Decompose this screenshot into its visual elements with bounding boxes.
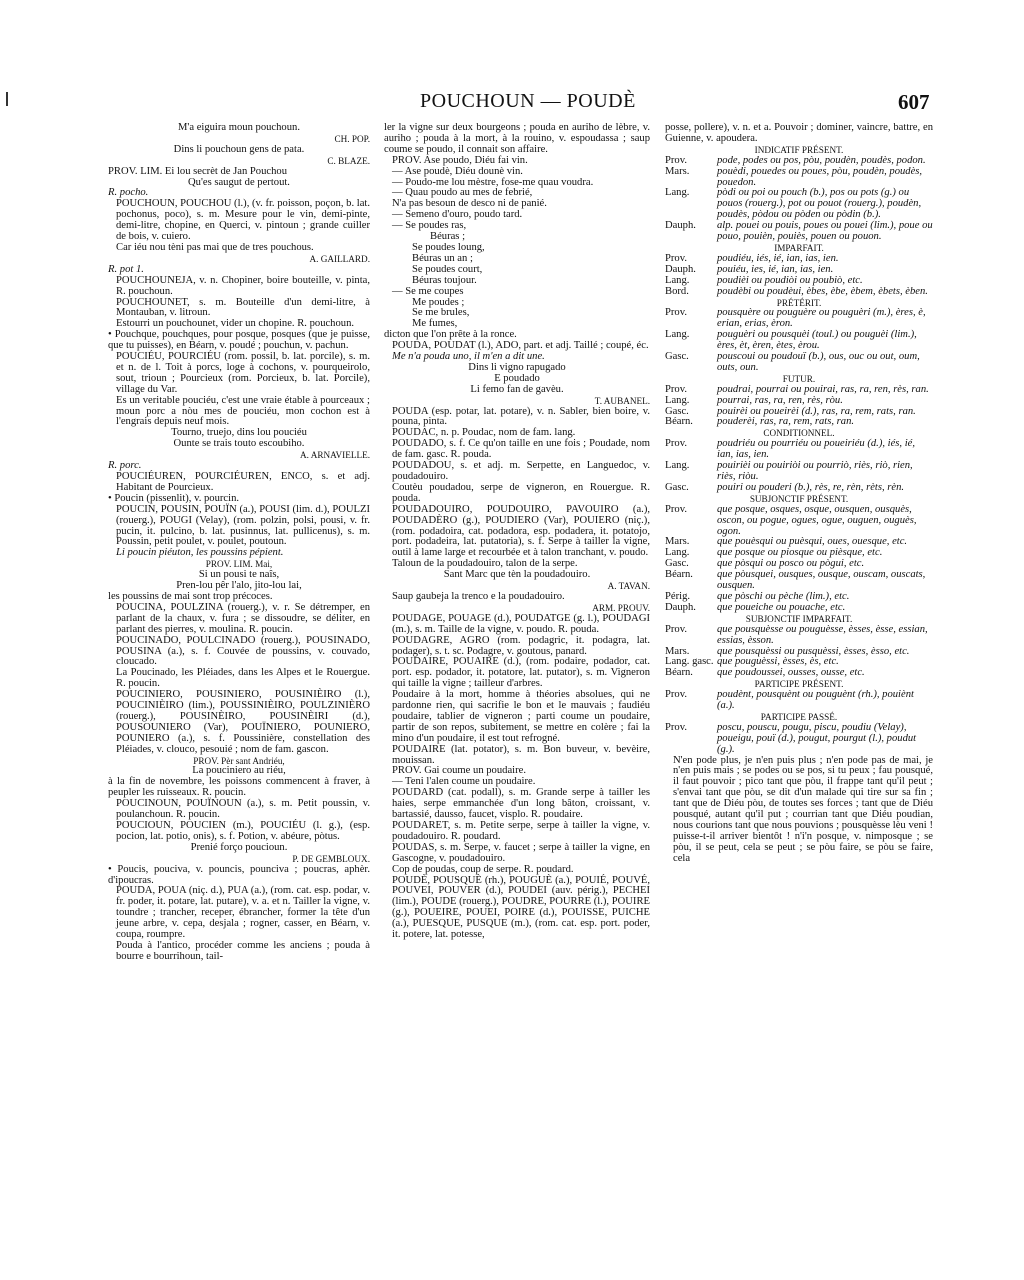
entry-line: A. GAILLARD.: [309, 253, 370, 264]
conjugation-forms: que poueiche ou pouache, etc.: [717, 601, 846, 613]
entry-line: La Poucinado, les Pléiades, dans les Alpes et le Rouergue. R. poucin.: [116, 667, 370, 690]
entry-line: PROV. Pèr sant Andriéu,: [193, 755, 285, 766]
conjugation-row: [665, 603, 933, 614]
entry-line: dicton que l'on prête à la ronce.: [384, 329, 517, 341]
entry-line: POUCIN, POUSIN, POUÏN (a.), POUSI (lim. d.), POULZI (rouerg.), POUGI (Velay), (rom. polzin, polsi, pousi, v. fr. pucin, it. pulcino, b. lat. pusinnus, lat. pullicenus), s. m. Poussin, petit poulet, v. poulet, poutoun.: [116, 503, 370, 548]
entry-line: — Poudo-me lou mèstre, fose-me quau voudra.: [392, 176, 594, 188]
entry-line: POUCHOUNEJA, v. n. Chopiner, boire bouteille, v. pinta, R. pouchoun.: [116, 274, 370, 297]
conjugation-forms: que poudoussei, ousses, ousse, etc.: [717, 667, 865, 679]
entry-line: M'a eiguira moun pouchoun.: [178, 122, 300, 133]
conjugation-heading: FUTUR.: [782, 373, 816, 384]
entry-line: • Poucis, pouciva, v. pouncis, pounciva ; poucras, aphèr. d'ipoucras.: [108, 863, 370, 886]
dialect-label: Gasc.: [665, 558, 689, 570]
dialect-label: Prov.: [665, 438, 687, 450]
conjugation-row: [665, 439, 933, 461]
entry-line: POUCHOUN, POUCHOU (l.), (v. fr. poisson, poçon, b. lat. pochonus, poco), s. m. Mesure pour le vin, demi-pinte, demi-litre, chopine, en Querci, v. pintoun ; grande cuiller de bois, v. cuiero.: [116, 198, 370, 243]
entry-line: CH. POP.: [334, 133, 370, 144]
conjugation-heading: CONDITIONNEL.: [763, 428, 835, 439]
dialect-label: Prov.: [665, 252, 687, 264]
conjugation-row: [665, 156, 933, 167]
entry-line: ler la vigne sur deux bourgeons ; pouda en auriho de lèbre, v. auriho ; pouda à la mort, à la rouino, v. espoudassa ; saup coume se poudo, il connait son affaire.: [384, 122, 650, 155]
conjugation-row: [665, 505, 933, 538]
conjugation-forms: que pousquèsse ou pouguèsse, èsses, èsse, essian, essias, èsson.: [717, 623, 928, 646]
entry-line: Se poudes court,: [412, 263, 483, 275]
entry-line: Li femo fan de gavèu.: [470, 383, 564, 395]
entry-line: Me fumes,: [412, 318, 458, 330]
running-title: POUCHOUN — POUDÈ: [420, 90, 636, 112]
conjugation-forms: poudrai, pourrai ou pouirai, ras, ra, ren, rès, ran.: [717, 383, 929, 395]
conjugation-heading: PARTICIPE PASSÉ.: [760, 711, 838, 722]
dialect-label: Lang. gasc.: [665, 656, 714, 668]
conjugation-forms: que pòschi ou pèche (lim.), etc.: [717, 590, 850, 602]
dialect-label: Lang.: [665, 187, 690, 199]
dialect-label: Prov.: [665, 623, 687, 635]
dialect-label: Gasc.: [665, 481, 689, 493]
entry-line: N'en pode plus, je n'en puis plus ; n'en pode pas de mai, je n'en puis mais ; se podes ou se pos, si tu peux ; fau pousqué, il faut pouvoir ; pico tant que pòu, il frappe tant qu'il peut ; s'envai tant que pòu, se dit d'un malade qui tire sur sa fin ; tant que de Diéu pòu, de toutes ses forces ; tant que de Diéu pousqué, autant qu'il put ; courrian tant que Diéu poudian, nous courions tant que nous pouvions ; pousquèsse lèu veni ! puisse-t-il arriver bientôt ! n'i'n posque, v. nimposque ; se pòu, il se peut, cela se peut ; se pòu faire, se pòu se faire, cela: [673, 754, 933, 864]
conjugation-row: [665, 330, 933, 352]
dialect-label: Dauph.: [665, 601, 696, 613]
conjugation-row: [665, 276, 933, 287]
conjugation-forms: pòdi ou poi ou pouch (b.), pos ou pots (g.) ou pouos (rouerg.), pot ou pouot (rouerg.), poudèn, poudès, pòdou ou pòden ou pòdin (b.).: [717, 187, 922, 221]
conjugation-forms: que posque, osques, osque, ousquen, ousquès, oscon, ou pogue, ogues, ogue, ouguen, ouguès, ogon.: [717, 503, 917, 537]
dialect-label: Dauph.: [665, 263, 696, 275]
conjugation-forms: pouiri ou pouderi (b.), rès, re, rèn, rèts, rèn.: [717, 481, 905, 493]
entry-line: Pren-lou pêr l'alo, jito-lou lai,: [176, 580, 302, 592]
entry-line: Si un pousi te naîs,: [198, 569, 280, 581]
verb-entry-usage: [665, 756, 933, 865]
entry-line: POUDAS, s. m. Serpe, v. faucet ; serpe à tailler la vigne, en Gascogne, v. poudadouiro.: [392, 841, 650, 864]
dialect-label: Prov.: [665, 383, 687, 395]
entry-line: Taloun de la poudadouiro, talon de la serpe.: [392, 558, 578, 570]
dialect-label: Lang.: [665, 460, 690, 472]
entry-line: POUDADO, s. f. Ce qu'on taille en une fois ; Poudade, nom de fam. gasc. R. pouda.: [392, 438, 650, 461]
conjugation-row: [665, 570, 933, 592]
entry-line: Se poudes loung,: [412, 241, 485, 253]
dialect-label: Mars.: [665, 165, 690, 177]
entry-line: Coutèu poudadou, serpe de vigneron, en Rouergue. R. pouda.: [392, 481, 650, 504]
entry-line: POUDA (esp. potar, lat. potare), v. n. Sabler, bien boire, v. pouna, pinta.: [392, 405, 650, 428]
entry-line: à la fin de novembre, les poissons commencent à fraver, à peupler les ruisseaux. R. poucin.: [108, 776, 370, 799]
conjugation-forms: alp. pouei ou pouis, poues ou pouei (lim.), poue ou pouo, pouièn, pouiès, pouen ou pouon.: [717, 220, 933, 243]
conjugation-forms: que posque ou piosque ou pièsque, etc.: [717, 547, 883, 559]
conjugation-row: [665, 461, 933, 483]
dialect-label: Lang.: [665, 547, 690, 559]
entry-line: — Se me coupes: [392, 285, 464, 297]
conjugation-forms: que pouguèssi, èsses, ès, etc.: [717, 656, 839, 668]
entry-line: Li poucin piéuton, les poussins pépient.: [116, 547, 284, 559]
entry-line: POUDADOUIRO, POUDOUIRO, PAVOUIRO (a.), POUDADÈRO (g.), POUDIERO (Var), POUIERO (niç.), (rom. podadoira, cat. podadora, esp. podadera, it. potatojo, port. podadeira, lat. putatoria), s. f. Serpe à tailler la vigne, outil à lame large et recourbée et à talon tranchant, v. poudo.: [392, 503, 650, 559]
entry-line: Me n'a pouda uno, il m'en a dit une.: [392, 351, 545, 363]
conjugation-forms: pouderèi, ras, ra, rem, rats, ran.: [717, 416, 855, 428]
conjugation-row: [665, 723, 933, 756]
entry-line: POUDAC, n. p. Poudac, nom de fam. lang.: [392, 427, 576, 439]
dialect-label: Prov.: [665, 689, 687, 701]
entry-line: Car iéu nou tèni pas mai que de tres pouchous.: [116, 241, 314, 253]
entry-line: POUDÈ, POUSQUÈ (rh.), POUGUÈ (a.), POUIÉ, POUVÉ, POUVEI, POUVER (d.), POUDEI (auv. périg.), PECHEI (lim.), POUDE (rouerg.), POUDRE, POURRE (l.), POUIRE (g.), POUEIRE, POUEI, POIRE (d.), POUISSE, PUICHE (a.), PUESQUE, PUSQUE (m.), (rom. cat. esp. port. poder, it. potere, lat. potesse,: [392, 874, 650, 941]
conjugation-forms: pouirièi ou pouiriòi ou pourriò, riès, riò, rien, riès, riòu.: [717, 460, 913, 482]
entry-line: POUCIOUN, POUCIEN (m.), POUCIÉU (l. g.), (esp. pocion, lat. potio, onis), s. f. Potion, v. abéure, pòtus.: [116, 820, 370, 842]
entry-line: Béuras un an ;: [412, 252, 473, 264]
entry-line: R. pot 1.: [108, 263, 144, 275]
entry-line: Tourno, truejo, dins lou pouciéu: [171, 427, 307, 439]
conjugation-row: [665, 668, 933, 679]
page-number: 607: [898, 90, 930, 114]
conjugation-forms: pouirèi ou poueirèi (d.), ras, ra, rem, rats, ran.: [717, 405, 916, 417]
dialect-label: Gasc.: [665, 405, 689, 417]
conjugation-row: [665, 690, 933, 712]
entry-line: — Se poudes ras,: [392, 220, 467, 232]
entry-line: POUDA, POUDAT (l.), ADO, part. et adj. Taillé ; coupé, éc.: [392, 340, 649, 352]
entry-line: les poussins de mai sont trop précoces.: [108, 590, 273, 602]
conjugation-heading: SUBJONCTIF IMPARFAIT.: [745, 613, 853, 624]
conjugation-row: [665, 167, 933, 189]
conjugation-forms: poudènt, pousquènt ou pouguènt (rh.), pouiènt (a.).: [717, 689, 914, 712]
entry-line: • Pouchque, pouchques, pour posque, posques (que je puisse, que tu puisses), en Béarn, v. poudé ; pouchun, v. pachun.: [108, 329, 370, 352]
entry-line: POUCIÉU, POURCIÉU (rom. possil, b. lat. porcile), s. m. et n. de l. Toit à porcs, loge à cochons, v. pourqueirolo, sout, trioun ; Pourcieux (rom. Porcieux, b. lat. Porcile), village du Var.: [116, 351, 370, 395]
entry-line: POUDAIRE (lat. potator), s. m. Bon buveur, v. bevèire, mouissan.: [392, 743, 650, 766]
entry-line: POUCINIERO, POUSINIERO, POUSINIÈIRO (l.), POUCINIÈIRO (lim.), POUSSINIÈIRO, POULZINIÈRO (rouerg.), POUSINÈIRO, POUSINÈIRI (d.), POUSOUNIERO (Var), POUÏNIERO, POUNIERO, POUNIERO (a.), s. f. Poussinière, constellation des Pléiades, v. clouco, pesouié ; nom de fam. gascon.: [116, 689, 370, 755]
entry-line: P. DE GEMBLOUX.: [292, 853, 370, 864]
conjugation-row: [665, 287, 933, 298]
dialect-label: Dauph.: [665, 220, 696, 232]
entry-line: — Ase poudè, Diéu dounè vin.: [392, 165, 523, 177]
entry-line: — Teni l'alen coume un poudaire.: [392, 776, 536, 788]
entry-line: POUCINA, POULZINA (rouerg.), v. r. Se détremper, en parlant de la chaux, v. fura ; se dissoudre, se déliter, en parlant des pierres, v. moulina. R. poucin.: [116, 601, 370, 635]
entry-line: R. pocho.: [108, 187, 149, 199]
entry-line: Me poudes ;: [412, 296, 465, 308]
page-header: [0, 90, 1024, 118]
entry-line: Prenié forço poucioun.: [190, 841, 288, 853]
entry-line: POUDAIRE, POUAIRE (d.), (rom. podaire, podador, cat. port. esp. podador, it. potatore, lat. putator), s. m. Vigneron qui taille la vigne ; tailleur d'arbres.: [392, 656, 650, 690]
entry-line: Poudaire à la mort, homme à théories absolues, qui ne pardonne rien, qui sacrifie le bon et le mauvais ; faudiéu poudaire, tablier de vigneron ; parti coume un poudaire, partir de son repos, subitement, se mettre en colère ; fai la mino d'un poudaire, il est tout refrogné.: [392, 689, 650, 744]
entry-line: PROV. LIM. Mai,: [205, 559, 273, 570]
dialect-label: Gasc.: [665, 351, 689, 363]
entry-line: Estourri un pouchounet, vider un chopine. R. pouchoun.: [116, 318, 355, 330]
entry-line: — Semeno d'ouro, poudo tard.: [392, 209, 523, 221]
conjugation-forms: pourrai, ras, ra, ren, rès, ròu.: [717, 394, 843, 406]
dialect-label: Prov.: [665, 503, 687, 515]
conjugation-forms: que pousquèssi ou pusquèssi, èsses, èsso, etc.: [717, 645, 910, 657]
entry-line: Se me brules,: [412, 307, 470, 319]
dialect-label: Mars.: [665, 536, 690, 548]
entry-line: Sant Marc que tèn la poudadouiro.: [443, 569, 591, 581]
conjugation-heading: IMPARFAIT.: [774, 242, 824, 253]
conjugation-forms: que pòsqui ou posco ou pògui, etc.: [717, 558, 865, 570]
conjugation-row: [665, 483, 933, 494]
entry-line: — Quau poudo au mes de febrié,: [392, 187, 533, 199]
dialect-label: Béarn.: [665, 569, 693, 581]
entry-line: A. TAVAN.: [607, 581, 650, 592]
entry-line: Ounte se trais touto escoubiho.: [173, 438, 305, 450]
entry-line: PROV. LIM. Ei lou secrèt de Jan Pouchou: [108, 165, 287, 177]
entry-line: Cop de poudas, coup de serpe. R. poudard.: [392, 863, 574, 875]
dialect-label: Périg.: [665, 590, 691, 602]
entry-line: POUDADOU, s. et adj. m. Serpette, en Languedoc, v. poudadouiro.: [392, 460, 650, 482]
conjugation-forms: pouèdi, pouedes ou poues, pòu, poudèn, poudès, pouedon.: [717, 165, 923, 188]
entry-line: • Poucin (pissenlit), v. pourcin.: [108, 492, 240, 504]
conjugation-forms: poudiéu, iés, ié, ian, ias, ien.: [717, 252, 839, 264]
dialect-label: Bord.: [665, 285, 689, 297]
conjugation-row: [665, 625, 933, 647]
entry-line: ARM. PROUV.: [592, 602, 650, 613]
conjugation-row: [665, 352, 933, 374]
entry-line: POUDAGE, POUAGE (d.), POUDATGE (g. l.), POUDAGI (m.), s. m. Taille de la vigne, v. poudo. R. pouda.: [392, 612, 650, 635]
dialect-label: Lang.: [665, 329, 690, 341]
conjugation-row: [665, 396, 933, 407]
entry-line: Béuras toujour.: [412, 274, 477, 286]
entry-line: Saup gaubeja la trenco e la poudadouiro.: [392, 590, 565, 602]
entry-line: C. BLAZE.: [327, 155, 370, 166]
entry-line: POUDARD (cat. podall), s. m. Grande serpe à tailler les haies, serpe emmanchée d'un long bâton, croissant, v. bartassié, dausso, faucet, visplo. R. poudaire.: [392, 787, 650, 821]
dialect-label: Prov.: [665, 721, 687, 733]
entry-line: Qu'es saugut de pertout.: [188, 176, 290, 188]
conjugation-row: [665, 308, 933, 330]
conjugation-heading: PARTICIPE PRÉSENT.: [754, 679, 844, 690]
conjugation-forms: poudriéu ou pourriéu ou poueiriéu (d.), iés, ié, ian, ias, ien.: [717, 438, 916, 461]
conjugation-forms: que pouèsqui ou puèsqui, oues, ouesque, etc.: [717, 536, 908, 548]
entry-line: Es un veritable pouciéu, c'est une vraie étable à pourceaux ; moun porc a nòu mes de pouciéu, mon cochon est à l'engrais depuis neuf mois.: [116, 394, 370, 428]
dialect-label: Mars.: [665, 645, 690, 657]
entry-line: Dins li vigno rapugado: [468, 361, 566, 373]
entry-line: POUDARET, s. m. Petite serpe, serpe à tailler la vigne, v. poudadouiro. R. poudard.: [392, 820, 650, 842]
dialect-label: Lang.: [665, 274, 690, 286]
entry-line: PROV. Ase poudo, Diéu fai vin.: [392, 154, 528, 166]
conjugation-forms: que pòusquei, ousques, ousque, ouscam, ouscats, ousquen.: [717, 569, 926, 592]
conjugation-row: [665, 417, 933, 428]
dialect-label: Prov.: [665, 154, 687, 166]
conjugation-forms: pouguèri ou pousquèi (toul.) ou pouguèi (lim.), ères, èt, èren, ètes, èrou.: [717, 329, 917, 352]
verb-entry-intro: [665, 123, 933, 156]
column-right: [665, 123, 933, 865]
entry-line: POUCINADO, POULCINADO (rouerg.), POUSINADO, POUSINA (a.), s. f. Couvée de poussins, v. couvado, cloucado.: [116, 634, 370, 668]
column-left: [108, 123, 370, 963]
column-middle: [384, 123, 650, 941]
entry-line: INDICATIF PRÉSENT.: [754, 144, 844, 155]
entry-line: POUCINOUN, POUÏNOUN (a.), s. m. Petit poussin, v. poulanchoun. R. poucin.: [116, 798, 370, 821]
conjugation-forms: poscu, pouscu, pougu, piscu, poudiu (Velay), poueigu, pouï (d.), pougut, pourgut (l.), poudut (g.).: [717, 721, 917, 755]
dialect-label: Béarn.: [665, 667, 693, 679]
entry-line: POUDAGRE, AGRO (rom. podagric, it. podagra, lat. podager), s. t. sc. Podagre, v. goutous, panard.: [392, 634, 650, 657]
entry-line: E poudado: [494, 372, 540, 384]
conjugation-forms: pouscoui ou poudouï (b.), ous, ouc ou out, oum, outs, oun.: [717, 351, 920, 373]
conjugation-heading: PRÉTÉRIT.: [776, 297, 822, 308]
conjugation-forms: poudèbi ou poudèui, èbes, èbe, èbem, èbets, èben.: [717, 285, 928, 297]
conjugation-forms: pousquère ou pouguère ou pouguèri (m.), ères, è, erian, erias, èron.: [717, 307, 926, 330]
dialect-label: Prov.: [665, 307, 687, 319]
conjugation-forms: pouiéu, ies, ié, ian, ias, ien.: [717, 263, 834, 275]
entry-line: A. ARNAVIELLE.: [299, 450, 370, 461]
conjugation-table: [665, 156, 933, 756]
conjugation-forms: pode, podes ou pos, pòu, poudèn, poudès, podon.: [717, 154, 926, 166]
entry-line: Béuras ;: [430, 231, 466, 243]
entry-line: T. AUBANEL.: [594, 395, 650, 406]
dialect-label: Béarn.: [665, 416, 693, 428]
entry-line: PROV. Gai coume un poudaire.: [392, 765, 526, 777]
entry-line: Pouda à l'antico, procéder comme les anciens ; pouda à bourre e bourrihoun, tail-: [116, 939, 370, 962]
entry-line: posse, pollere), v. n. et a. Pouvoir ; dominer, vaincre, battre, en Guienne, v. apoudera.: [665, 122, 933, 144]
dialect-label: Lang.: [665, 394, 690, 406]
conjugation-row: [665, 188, 933, 221]
entry-line: POUCIÉUREN, POURCIÉUREN, ENCO, s. et adj. Habitant de Pourcieux.: [116, 471, 370, 493]
entry-line: POUDA, POUA (niç. d.), PUA (a.), (rom. cat. esp. podar, v. fr. poder, it. potare, lat. putare), v. a. et n. Tailler la vigne, v. toundre ; trancher, receper, ébrancher, former la tête d'un jeune arbre, v. cepa, desjala ; rogner, casser, en Béarn, v. coupa, roumpre.: [116, 885, 370, 941]
conjugation-forms: poudièi ou poudiòi ou poubiò, etc.: [717, 274, 863, 286]
conjugation-heading: SUBJONCTIF PRÉSENT.: [749, 493, 849, 504]
conjugation-row: [665, 221, 933, 243]
entry-line: POUCHOUNET, s. m. Bouteille d'un demi-litre, à Montauban, v. litroun.: [116, 296, 370, 319]
entry-line: La pouciniero au riéu,: [192, 765, 286, 777]
entry-line: N'a pas besoun de desco ni de panié.: [392, 198, 547, 210]
entry-line: Dins li pouchoun gens de pata.: [173, 143, 305, 155]
entry-line: R. porc.: [108, 460, 142, 472]
